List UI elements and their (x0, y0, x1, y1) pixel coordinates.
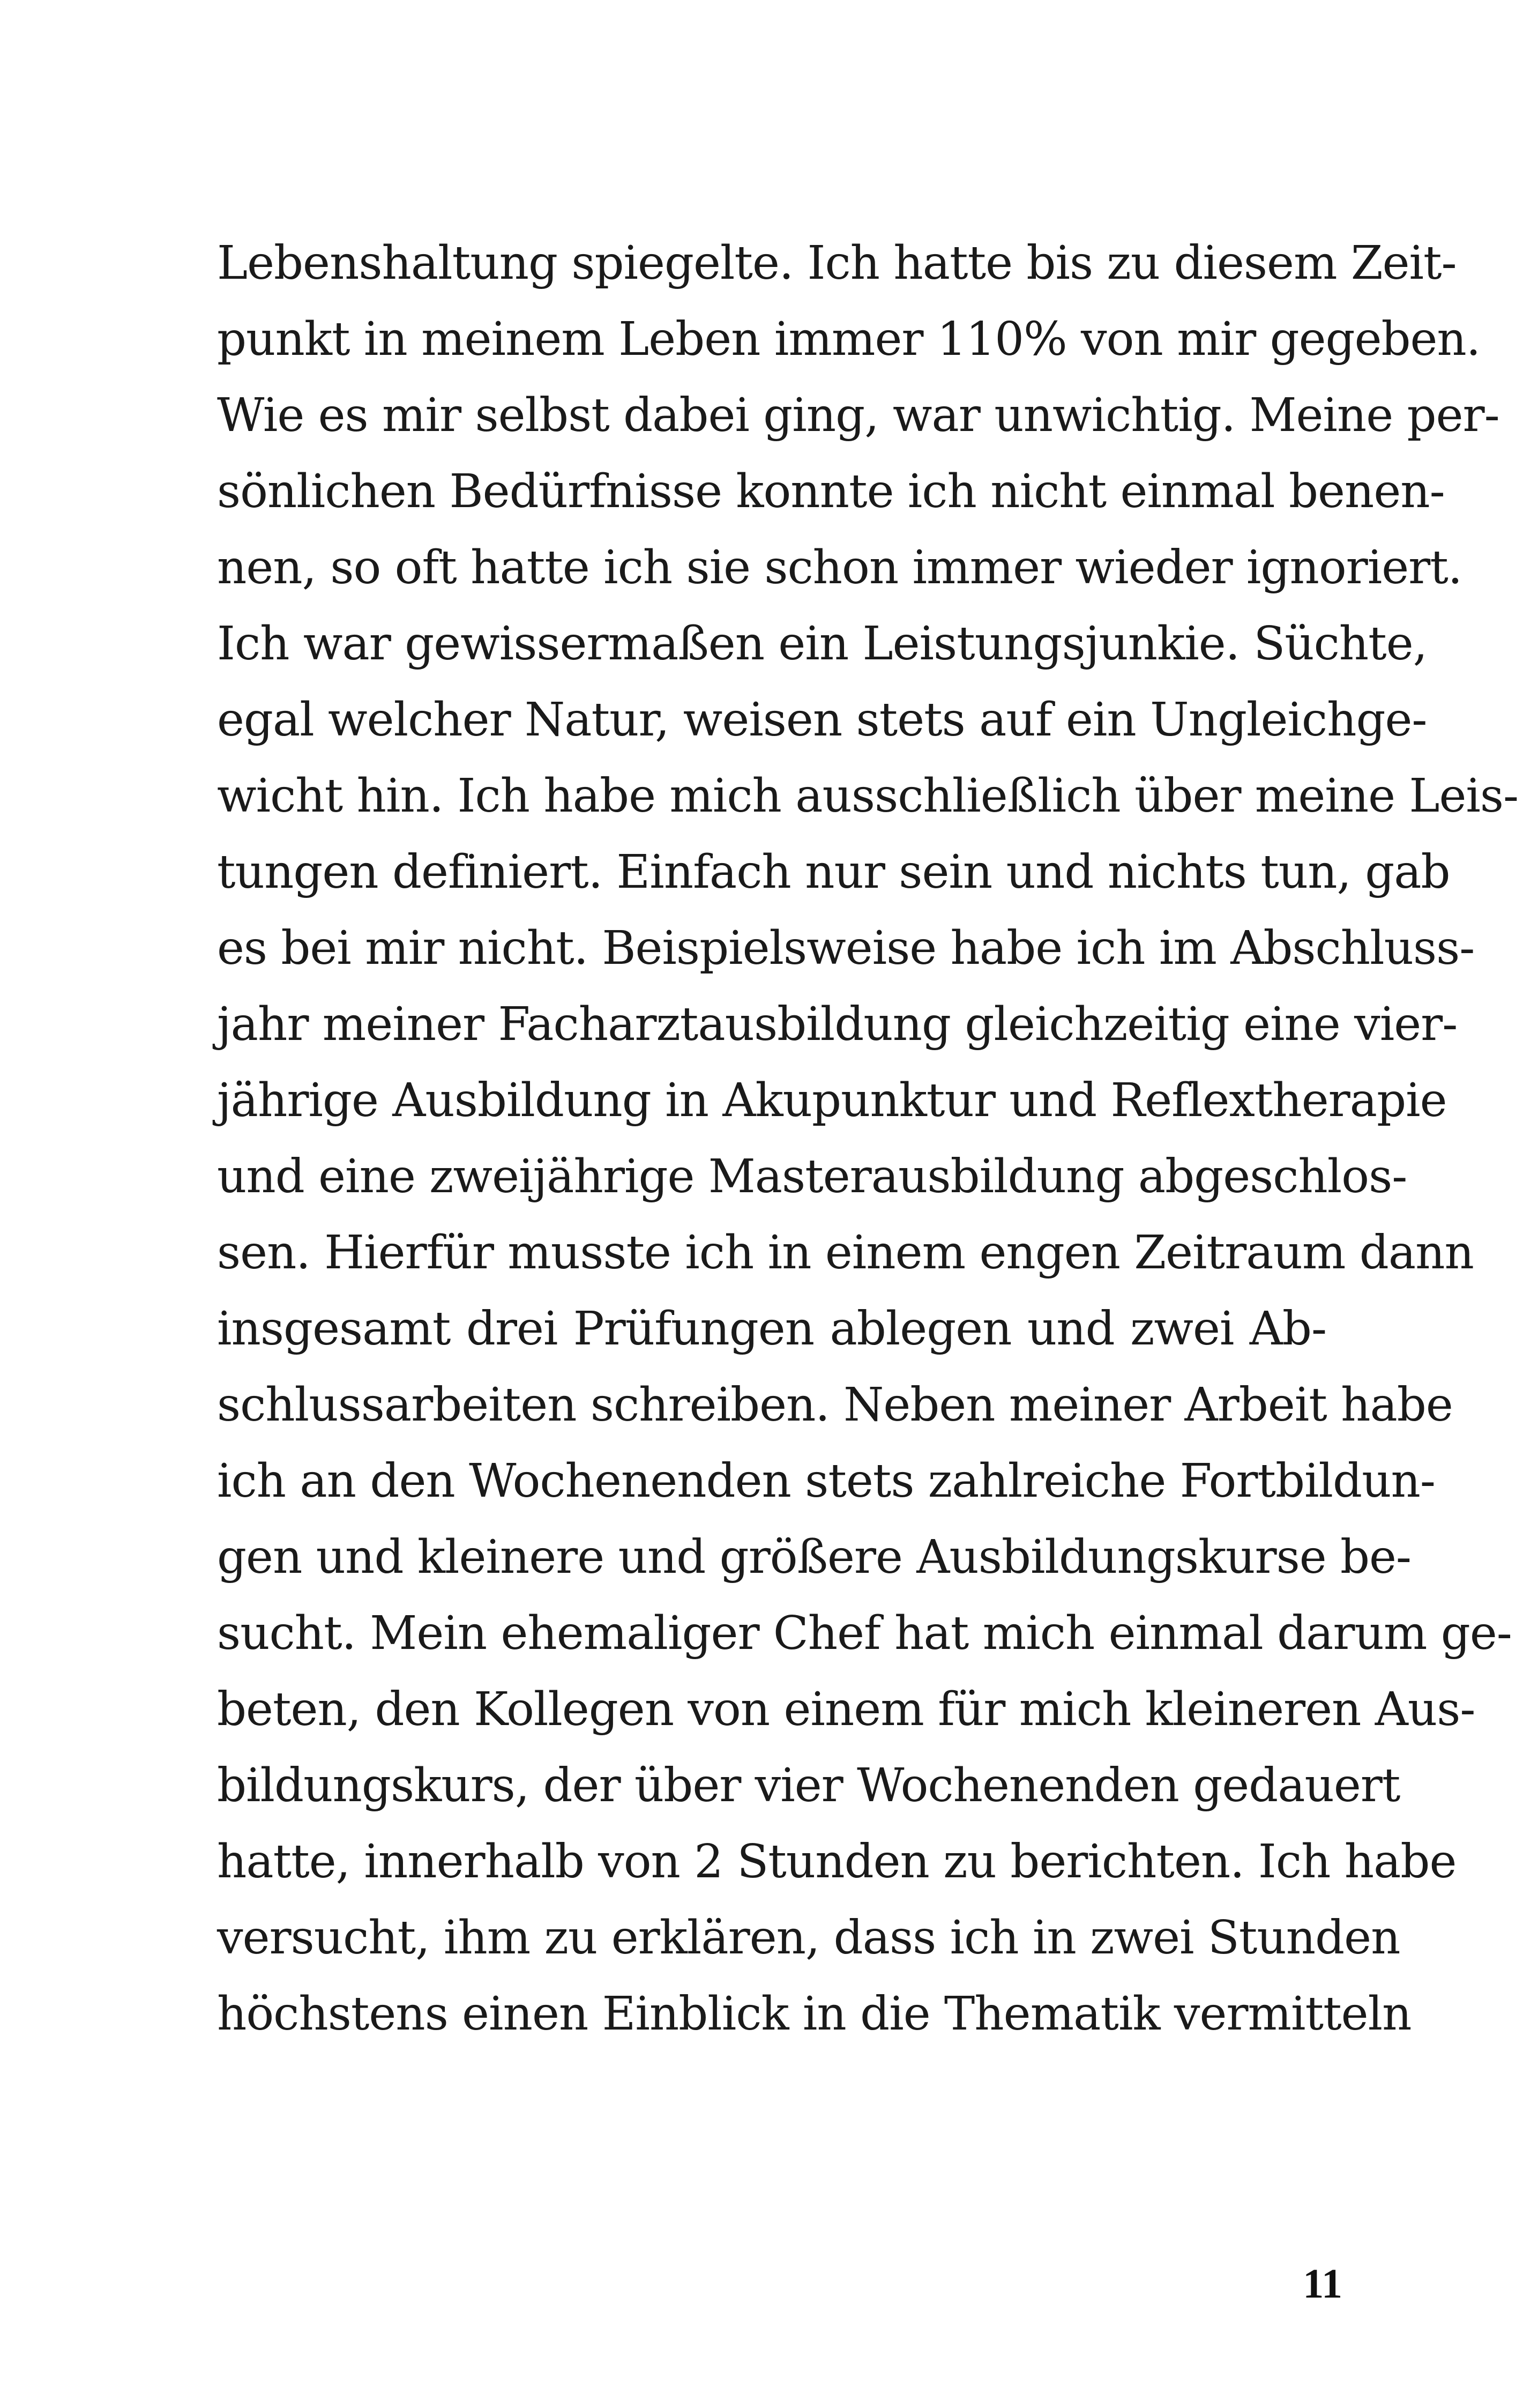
text-line: tungen definiert. Einfach nur sein und nichts tun, gab (217, 845, 1450, 899)
text-line: beten, den Kollegen von einem für mich kleineren Aus- (217, 1683, 1475, 1736)
text-line: hatte, innerhalb von 2 Stunden zu berichten. Ich habe (217, 1835, 1457, 1889)
text-line: sen. Hierfür musste ich in einem engen Zeitraum dann (217, 1226, 1474, 1280)
text-line: sönlichen Bedürfnisse konnte ich nicht einmal benen- (217, 465, 1445, 518)
text-line: es bei mir nicht. Beispielsweise habe ich im Abschluss- (217, 921, 1475, 975)
text-line: gen und kleinere und größere Ausbildungskurse be- (217, 1530, 1411, 1584)
text-line: versucht, ihm zu erklären, dass ich in zwei Stunden (217, 1911, 1400, 1965)
text-line: und eine zweijährige Masterausbildung abgeschlos- (217, 1150, 1407, 1203)
body-text (217, 225, 1519, 2052)
text-line: insgesamt drei Prüfungen ablegen und zwei Ab- (217, 1302, 1326, 1356)
text-line: schlussarbeiten schreiben. Neben meiner Arbeit habe (217, 1378, 1453, 1432)
text-line: Wie es mir selbst dabei ging, war unwichtig. Meine per- (217, 389, 1499, 442)
text-line: jährige Ausbildung in Akupunktur und Reflextherapie (217, 1074, 1447, 1127)
text-line: Ich war gewissermaßen ein Leistungsjunkie. Süchte, (217, 617, 1427, 671)
text-line: ich an den Wochenenden stets zahlreiche Fortbildun- (217, 1454, 1435, 1508)
text-line: jahr meiner Facharztausbildung gleichzeitig eine vier- (217, 998, 1458, 1051)
text-line: bildungskurs, der über vier Wochenenden gedauert (217, 1759, 1400, 1812)
text-line: höchstens einen Einblick in die Thematik vermitteln (217, 1987, 1412, 2041)
page-number: 11 (1303, 2260, 1342, 2307)
text-line: Lebenshaltung spiegelte. Ich hatte bis zu diesem Zeit- (217, 236, 1457, 290)
text-line: egal welcher Natur, weisen stets auf ein Ungleichge- (217, 693, 1427, 747)
text-line: sucht. Mein ehemaliger Chef hat mich einmal darum ge- (217, 1607, 1512, 1660)
text-line: punkt in meinem Leben immer 110% von mir gegeben. (217, 313, 1481, 366)
text-line: wicht hin. Ich habe mich ausschließlich über meine Leis- (217, 769, 1519, 823)
text-line: nen, so oft hatte ich sie schon immer wieder ignoriert. (217, 541, 1462, 594)
